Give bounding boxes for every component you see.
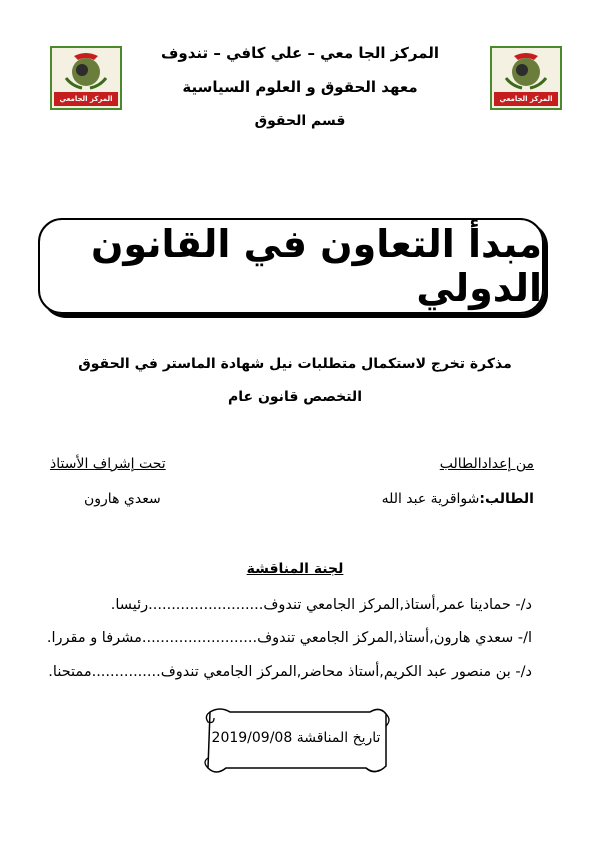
student-name: شواقرية عبد الله <box>381 491 480 507</box>
thesis-title: مبدأ التعاون في القانون الدولي <box>90 222 542 310</box>
institution-name: المركز الجا معي – علي كافي – تندوف <box>161 44 439 62</box>
university-logo-right <box>490 46 562 117</box>
supervision-label: تحت إشراف الأستاذ <box>50 456 166 472</box>
logo-band-text: المركز الجامعي تندوف <box>54 92 118 106</box>
logo-emblem-icon <box>52 48 120 94</box>
student-line <box>382 491 534 507</box>
committee-title: لجنة المناقشة <box>246 561 344 577</box>
thesis-title-box <box>38 218 544 314</box>
committee-member-1: د/- حمادينا عمر,أستاذ,المركز الجامعي تندوف.........................رئيسا. <box>110 597 532 613</box>
supervisor-name: سعدي هارون <box>84 491 161 507</box>
committee-member-3: د/- بن منصور عبد الكريم,أستاذ محاضر,المركز الجامعي تندوف...............ممتحنا. <box>48 664 532 680</box>
committee-member-2: ا/- سعدي هارون,أستاذ,المركز الجامعي تندوف.........................مشرفا و مقررا. <box>46 630 532 646</box>
defense-date: تاريخ المناقشة 2019/09/08 <box>211 730 381 746</box>
student-label: الطالب: <box>479 491 534 507</box>
institute-name: معهد الحقوق و العلوم السياسية <box>182 78 418 96</box>
university-logo-left <box>50 46 122 117</box>
department-name: قسم الحقوق <box>254 113 346 129</box>
prepared-by-label: من إعدادالطالب <box>439 456 534 472</box>
logo-band-text: المركز الجامعي تندوف <box>494 92 558 106</box>
specialization: التخصص قانون عام <box>228 389 362 405</box>
degree-statement: مذكرة تخرج لاستكمال متطلبات نيل شهادة الماستر في الحقوق <box>78 356 512 372</box>
logo-emblem-icon <box>492 48 560 94</box>
